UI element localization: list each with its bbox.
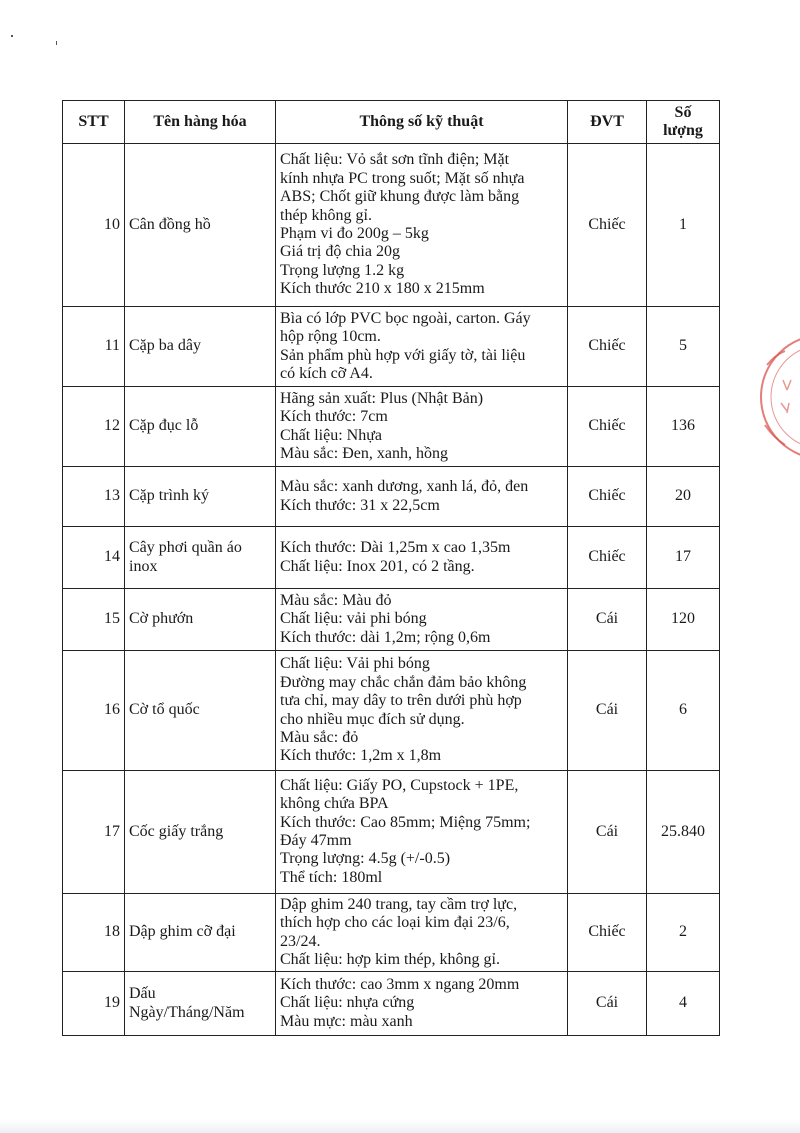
spec-line: có kích cỡ A4.: [280, 364, 373, 382]
row-stt: 10: [63, 144, 125, 307]
row-spec: [276, 307, 568, 387]
scan-speck: [56, 41, 57, 45]
row-spec: [276, 589, 568, 651]
spec-line: Kích thước: 7cm: [280, 408, 388, 426]
spec-line: Chất liệu: Giấy PO, Cupstock + 1PE,: [280, 776, 519, 794]
row-unit: Chiếc: [568, 527, 647, 589]
row-spec: [276, 771, 568, 894]
row-quantity: 5: [647, 307, 720, 387]
row-quantity: 6: [647, 651, 720, 771]
spec-line: Trọng lượng 1.2 kg: [280, 261, 405, 279]
row-unit: Chiếc: [568, 307, 647, 387]
spec-line: Đáy 47mm: [280, 832, 352, 849]
spec-line: cho nhiều mục đích sử dụng.: [280, 710, 465, 728]
spec-line: Màu sắc: Đen, xanh, hồng: [280, 444, 448, 462]
header-stt: STT: [63, 101, 125, 144]
row-item-name: Cặp trình ký: [125, 467, 276, 527]
header-qty-line2: lượng: [663, 122, 703, 139]
spec-line: hộp rộng 10cm.: [280, 328, 381, 346]
row-stt: 19: [63, 972, 125, 1036]
spec-line: thép không gỉ.: [280, 206, 372, 224]
spec-line: thích hợp cho các loại kim đại 23/6,: [280, 914, 510, 932]
row-stt: 14: [63, 527, 125, 589]
spec-line: Chất liệu: vải phi bóng: [280, 610, 427, 628]
row-spec: [276, 651, 568, 771]
table-row: [63, 771, 720, 894]
row-quantity: 2: [647, 894, 720, 972]
row-stt: 17: [63, 771, 125, 894]
spec-line: Kích thước: cao 3mm x ngang 20mm: [280, 975, 520, 993]
spec-line: 23/24.: [280, 932, 321, 950]
spec-line: Chất liệu: Inox 201, có 2 tầng.: [280, 557, 475, 575]
spec-line: tưa chỉ, may dây to trên dưới phù hợp: [280, 692, 522, 710]
row-unit: Cái: [568, 589, 647, 651]
row-unit: Chiếc: [568, 894, 647, 972]
row-unit: Chiếc: [568, 144, 647, 307]
header-qty: [647, 101, 720, 144]
row-unit: Chiếc: [568, 467, 647, 527]
row-item-name: Cờ tổ quốc: [125, 651, 276, 771]
spec-line: Dập ghim 240 trang, tay cầm trợ lực,: [280, 895, 518, 913]
red-seal-stamp: [755, 325, 800, 475]
row-quantity: 120: [647, 589, 720, 651]
spec-line: Màu sắc: xanh dương, xanh lá, đỏ, đen: [280, 478, 529, 496]
row-spec: [276, 894, 568, 972]
table-row: [63, 589, 720, 651]
row-unit: Chiếc: [568, 387, 647, 467]
spec-line: Màu mực: màu xanh: [280, 1012, 413, 1030]
row-item-name: Dấu Ngày/Tháng/Năm: [125, 972, 276, 1036]
spec-line: không chứa BPA: [280, 795, 389, 813]
table-row: [63, 307, 720, 387]
row-quantity: 25.840: [647, 771, 720, 894]
row-quantity: 20: [647, 467, 720, 527]
row-unit: Cái: [568, 972, 647, 1036]
table-row: [63, 651, 720, 771]
row-stt: 16: [63, 651, 125, 771]
spec-line: Phạm vi đo 200g – 5kg: [280, 225, 429, 242]
row-stt: 18: [63, 894, 125, 972]
row-quantity: 1: [647, 144, 720, 307]
row-spec: [276, 972, 568, 1036]
table-row: [63, 467, 720, 527]
table-row: [63, 387, 720, 467]
spec-line: Kích thước: dài 1,2m; rộng 0,6m: [280, 628, 491, 646]
row-unit: Cái: [568, 771, 647, 894]
spec-line: Chất liệu: nhựa cứng: [280, 994, 415, 1012]
row-spec: [276, 144, 568, 307]
spec-line: Chất liệu: Vải phi bóng: [280, 655, 430, 673]
table-row: [63, 144, 720, 307]
table-row: [63, 972, 720, 1036]
row-item-name: Cân đồng hồ: [125, 144, 276, 307]
spec-line: Chất liệu: Vỏ sắt sơn tĩnh điện; Mặt: [280, 151, 510, 169]
row-item-name: Cốc giấy trắng: [125, 771, 276, 894]
scan-speck: [11, 35, 13, 37]
row-stt: 12: [63, 387, 125, 467]
spec-line: Chất liệu: Nhựa: [280, 426, 382, 444]
header-spec: Thông số kỹ thuật: [276, 101, 568, 144]
spec-line: Thể tích: 180ml: [280, 868, 383, 886]
spec-line: Chất liệu: hợp kim thép, không gỉ.: [280, 950, 500, 968]
header-unit: ĐVT: [568, 101, 647, 144]
table-row: [63, 527, 720, 589]
row-item-name: Dập ghim cỡ đại: [125, 894, 276, 972]
row-spec: [276, 467, 568, 527]
spec-line: Màu sắc: Màu đỏ: [280, 591, 392, 609]
row-item-name: Cặp ba dây: [125, 307, 276, 387]
row-quantity: 4: [647, 972, 720, 1036]
table-header-row: [63, 101, 720, 144]
scan-bottom-edge: [0, 1120, 800, 1133]
spec-line: Kích thước: 1,2m x 1,8m: [280, 747, 442, 765]
table-row: [63, 894, 720, 972]
row-quantity: 17: [647, 527, 720, 589]
row-spec: [276, 527, 568, 589]
spec-line: Đường may chắc chắn đảm bảo không: [280, 673, 527, 691]
row-item-name: Cờ phướn: [125, 589, 276, 651]
header-qty-line1: Số: [674, 104, 692, 121]
spec-line: Hãng sản xuất: Plus (Nhật Bản): [280, 389, 484, 407]
spec-line: Kích thước: 31 x 22,5cm: [280, 496, 440, 514]
spec-line: Sản phẩm phù hợp với giấy tờ, tài liệu: [280, 346, 526, 364]
row-item-name: Cây phơi quần áo inox: [125, 527, 276, 589]
spec-line: Kích thước 210 x 180 x 215mm: [280, 280, 485, 298]
row-stt: 11: [63, 307, 125, 387]
spec-line: kính nhựa PC trong suốt; Mặt số nhựa: [280, 169, 525, 187]
specs-table: [62, 100, 720, 1036]
table-body: [63, 144, 720, 1036]
row-unit: Cái: [568, 651, 647, 771]
spec-line: Kích thước: Dài 1,25m x cao 1,35m: [280, 539, 511, 557]
row-item-name: Cặp đục lỗ: [125, 387, 276, 467]
spec-line: ABS; Chốt giữ khung được làm bằng: [280, 188, 520, 206]
spec-line: Trọng lượng: 4.5g (+/-0.5): [280, 850, 451, 868]
row-stt: 15: [63, 589, 125, 651]
spec-line: Bìa có lớp PVC bọc ngoài, carton. Gáy: [280, 309, 531, 327]
spec-line: Giá trị độ chia 20g: [280, 243, 400, 261]
spec-line: Màu sắc: đỏ: [280, 728, 359, 746]
header-name: Tên hàng hóa: [125, 101, 276, 144]
row-spec: [276, 387, 568, 467]
row-stt: 13: [63, 467, 125, 527]
spec-line: Kích thước: Cao 85mm; Miệng 75mm;: [280, 813, 531, 831]
row-quantity: 136: [647, 387, 720, 467]
